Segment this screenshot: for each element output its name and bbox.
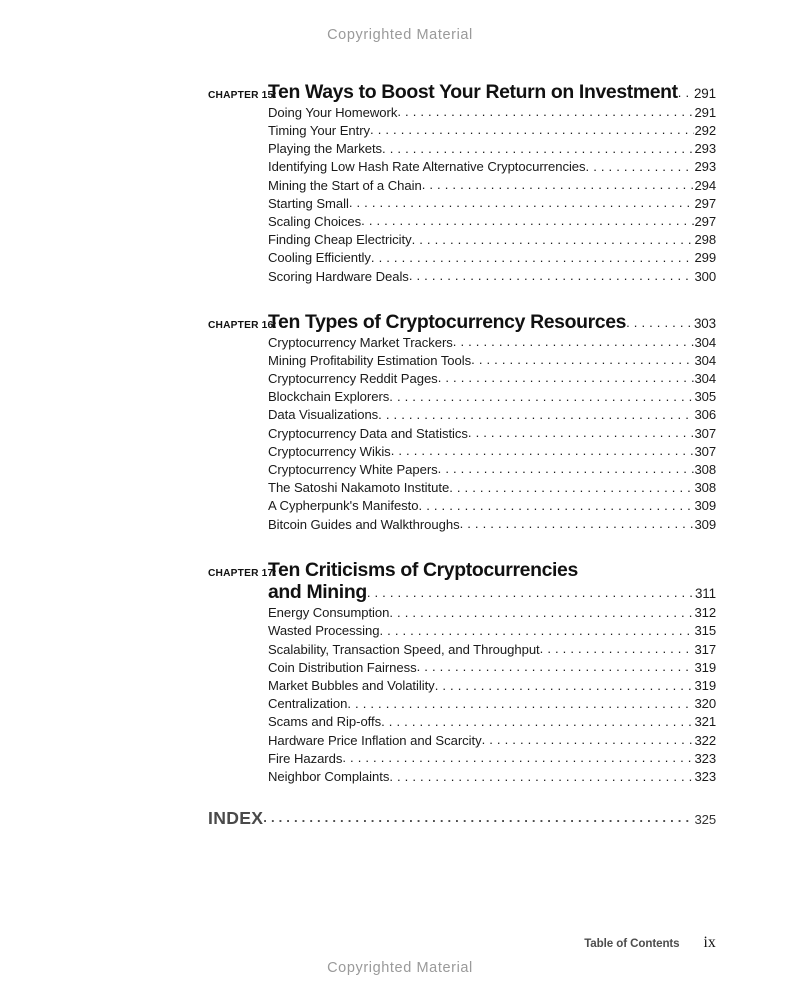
toc-entry-title: Cryptocurrency Data and Statistics <box>268 425 468 441</box>
toc-entry-page-number: 297 <box>694 195 716 211</box>
toc-entry[interactable] <box>208 622 716 640</box>
toc-entry[interactable] <box>208 461 716 479</box>
chapter-number-label: CHAPTER 16: <box>208 319 277 331</box>
toc-entry-page-number: 293 <box>694 141 716 157</box>
toc-entry-page-number: 304 <box>694 352 716 368</box>
toc-entry-page-number: 315 <box>694 623 716 639</box>
toc-entry[interactable] <box>208 370 716 388</box>
index-label: INDEX <box>208 808 264 829</box>
toc-entry-page-number: 300 <box>694 268 716 284</box>
leader-dots <box>367 584 695 602</box>
toc-entry[interactable] <box>208 122 716 140</box>
toc-entry-title: Scaling Choices <box>268 213 362 229</box>
toc-entry[interactable] <box>208 158 716 176</box>
footer-section-label: Table of Contents <box>584 937 680 950</box>
index-page-number: 325 <box>694 812 716 828</box>
toc-entry-title: Cryptocurrency White Papers <box>268 461 438 477</box>
toc-entry-title: Market Bubbles and Volatility <box>268 678 435 694</box>
toc-entry-page-number: 297 <box>694 213 716 229</box>
toc-entry-page-number: 308 <box>694 480 716 496</box>
toc-entry-page-number: 323 <box>694 750 716 766</box>
leader-dots <box>391 442 694 460</box>
chapter-heading-row[interactable] <box>208 312 716 334</box>
leader-dots <box>586 158 694 176</box>
index-entry[interactable] <box>208 808 716 829</box>
leader-dots <box>349 194 694 212</box>
toc-entry-title: Mining the Start of a Chain <box>268 177 422 193</box>
toc-entry-page-number: 312 <box>694 605 716 621</box>
leader-dots <box>435 677 694 695</box>
chapter-page-number: 311 <box>694 586 716 602</box>
chapter-title: Ten Criticisms of Cryptocurrencies <box>268 558 578 581</box>
leader-dots <box>438 369 694 387</box>
toc-entry-title: Scams and Rip-offs <box>268 714 382 730</box>
toc-entry[interactable] <box>208 249 716 267</box>
toc-entry-title: Bitcoin Guides and Walkthroughs <box>268 516 460 532</box>
toc-entry-title: Starting Small <box>268 195 349 211</box>
toc-entry-page-number: 319 <box>694 659 716 675</box>
chapter-title-wrap <box>268 560 716 582</box>
footer-page-number: ix <box>703 934 716 951</box>
leader-dots <box>379 622 693 640</box>
chapter-title-wrap <box>268 312 716 334</box>
toc-entry-title: Playing the Markets <box>268 141 383 157</box>
toc-entry-page-number: 305 <box>694 389 716 405</box>
toc-entry-title: Timing Your Entry <box>268 122 371 138</box>
toc-entry-title: Scoring Hardware Deals <box>268 268 409 284</box>
toc-entry[interactable] <box>208 195 716 213</box>
toc-entry[interactable] <box>208 140 716 158</box>
toc-entry-title: Wasted Processing <box>268 623 380 639</box>
chapter-block <box>208 82 716 286</box>
toc-entry[interactable] <box>208 352 716 370</box>
toc-entry[interactable] <box>208 443 716 461</box>
toc-entry-title: Fire Hazards <box>268 750 343 766</box>
toc-entry[interactable] <box>208 479 716 497</box>
chapter-title: Ten Types of Cryptocurrency Resources <box>268 310 627 333</box>
toc-entry[interactable] <box>208 268 716 286</box>
leader-dots <box>409 267 694 285</box>
leader-dots <box>419 497 694 515</box>
leader-dots <box>389 604 694 622</box>
toc-entry-page-number: 304 <box>694 334 716 350</box>
toc-entry-page-number: 320 <box>694 696 716 712</box>
leader-dots <box>397 103 694 121</box>
toc-entry-title: Doing Your Homework <box>268 104 398 120</box>
toc-entry[interactable] <box>208 213 716 231</box>
leader-dots <box>347 695 694 713</box>
leader-dots <box>263 806 694 827</box>
toc-entry[interactable] <box>208 732 716 750</box>
toc-entry[interactable] <box>208 768 716 786</box>
toc-entry[interactable] <box>208 695 716 713</box>
toc-entry[interactable] <box>208 231 716 249</box>
leader-dots <box>540 640 694 658</box>
leader-dots <box>626 314 693 332</box>
toc-entry-title: Scalability, Transaction Speed, and Throughput <box>268 641 540 657</box>
toc-entry[interactable] <box>208 659 716 677</box>
leader-dots <box>382 140 694 158</box>
toc-entry-title: Identifying Low Hash Rate Alternative Cryptocurrencies <box>268 159 586 175</box>
toc-entry[interactable] <box>208 604 716 622</box>
toc-entry-title: Coin Distribution Fairness <box>268 659 417 675</box>
leader-dots <box>412 231 694 249</box>
leader-dots <box>361 212 694 230</box>
toc-entry[interactable] <box>208 388 716 406</box>
toc-entry[interactable] <box>208 104 716 122</box>
leader-dots <box>449 479 694 497</box>
toc-entry[interactable] <box>208 406 716 424</box>
toc-entry-page-number: 323 <box>694 769 716 785</box>
copyright-watermark-top: Copyrighted Material <box>327 27 473 43</box>
toc-entry-page-number: 321 <box>694 714 716 730</box>
toc-entry-page-number: 319 <box>694 678 716 694</box>
table-of-contents <box>208 82 716 829</box>
toc-entry-title: A Cypherpunk's Manifesto <box>268 498 419 514</box>
leader-dots <box>438 460 694 478</box>
toc-entry[interactable] <box>208 425 716 443</box>
toc-entry-page-number: 291 <box>694 104 716 120</box>
leader-dots <box>378 406 694 424</box>
toc-entry-title: Cryptocurrency Wikis <box>268 443 391 459</box>
toc-entry-page-number: 299 <box>694 250 716 266</box>
toc-entry-title: Neighbor Complaints <box>268 769 390 785</box>
toc-entry-title: Cooling Efficiently <box>268 250 371 266</box>
toc-entry-page-number: 307 <box>694 443 716 459</box>
chapter-title-wrap <box>268 82 716 104</box>
leader-dots <box>371 249 694 267</box>
chapter-number-label: CHAPTER 15: <box>208 90 277 101</box>
leader-dots <box>389 388 694 406</box>
leader-dots <box>482 731 694 749</box>
toc-entry[interactable] <box>208 713 716 731</box>
chapter-heading-row[interactable] <box>208 82 716 104</box>
toc-entry-title: Finding Cheap Electricity <box>268 232 412 248</box>
toc-entry-title: Cryptocurrency Market Trackers <box>268 334 453 350</box>
toc-entry-title: Data Visualizations <box>268 407 379 423</box>
chapter-page-number: 303 <box>693 315 716 331</box>
toc-entry[interactable] <box>208 516 716 534</box>
leader-dots <box>453 333 694 351</box>
toc-entry-title: Centralization <box>268 696 348 712</box>
chapter-page-number: 291 <box>693 86 716 101</box>
chapter-number-label: CHAPTER 17: <box>208 567 277 579</box>
chapter-title-line2: and Mining <box>268 581 367 604</box>
leader-dots <box>370 121 694 139</box>
leader-dots <box>471 351 694 369</box>
chapter-block <box>208 312 716 534</box>
toc-entry-page-number: 306 <box>694 407 716 423</box>
leader-dots <box>389 768 694 786</box>
toc-entry-title: Cryptocurrency Reddit Pages <box>268 370 438 386</box>
toc-entry-page-number: 294 <box>694 177 716 193</box>
leader-dots <box>468 424 694 442</box>
leader-dots <box>422 176 694 194</box>
toc-entry[interactable] <box>208 497 716 515</box>
chapter-heading-row[interactable] <box>208 560 716 582</box>
toc-entry-page-number: 293 <box>694 159 716 175</box>
toc-entry-page-number: 322 <box>694 732 716 748</box>
toc-entry-page-number: 308 <box>694 461 716 477</box>
toc-entry-title: Hardware Price Inflation and Scarcity <box>268 732 482 748</box>
toc-entry-page-number: 309 <box>694 516 716 532</box>
toc-entry-title: Blockchain Explorers <box>268 389 390 405</box>
toc-entry[interactable] <box>208 177 716 195</box>
toc-entry-page-number: 309 <box>694 498 716 514</box>
leader-dots <box>417 658 694 676</box>
leader-dots <box>381 713 694 731</box>
toc-entry-page-number: 304 <box>694 370 716 386</box>
leader-dots <box>342 749 694 767</box>
toc-entry-page-number: 307 <box>694 425 716 441</box>
page-footer <box>208 934 716 952</box>
toc-entry-page-number: 292 <box>694 122 716 138</box>
chapter-title: Ten Ways to Boost Your Return on Investment <box>268 81 678 103</box>
toc-entry-page-number: 317 <box>694 641 716 657</box>
leader-dots <box>678 84 694 102</box>
toc-entry-title: Mining Profitability Estimation Tools <box>268 352 472 368</box>
chapter-title-wrap <box>268 582 716 604</box>
chapter-heading-row-continued[interactable] <box>208 582 716 604</box>
toc-entry-title: Energy Consumption <box>268 605 390 621</box>
toc-entry[interactable] <box>208 641 716 659</box>
copyright-watermark-bottom: Copyrighted Material <box>327 960 473 976</box>
chapter-block <box>208 560 716 787</box>
toc-entry-page-number: 298 <box>694 232 716 248</box>
toc-entry-title: The Satoshi Nakamoto Institute <box>268 480 450 496</box>
toc-entry[interactable] <box>208 677 716 695</box>
leader-dots <box>460 515 694 533</box>
toc-entry[interactable] <box>208 750 716 768</box>
toc-entry[interactable] <box>208 334 716 352</box>
